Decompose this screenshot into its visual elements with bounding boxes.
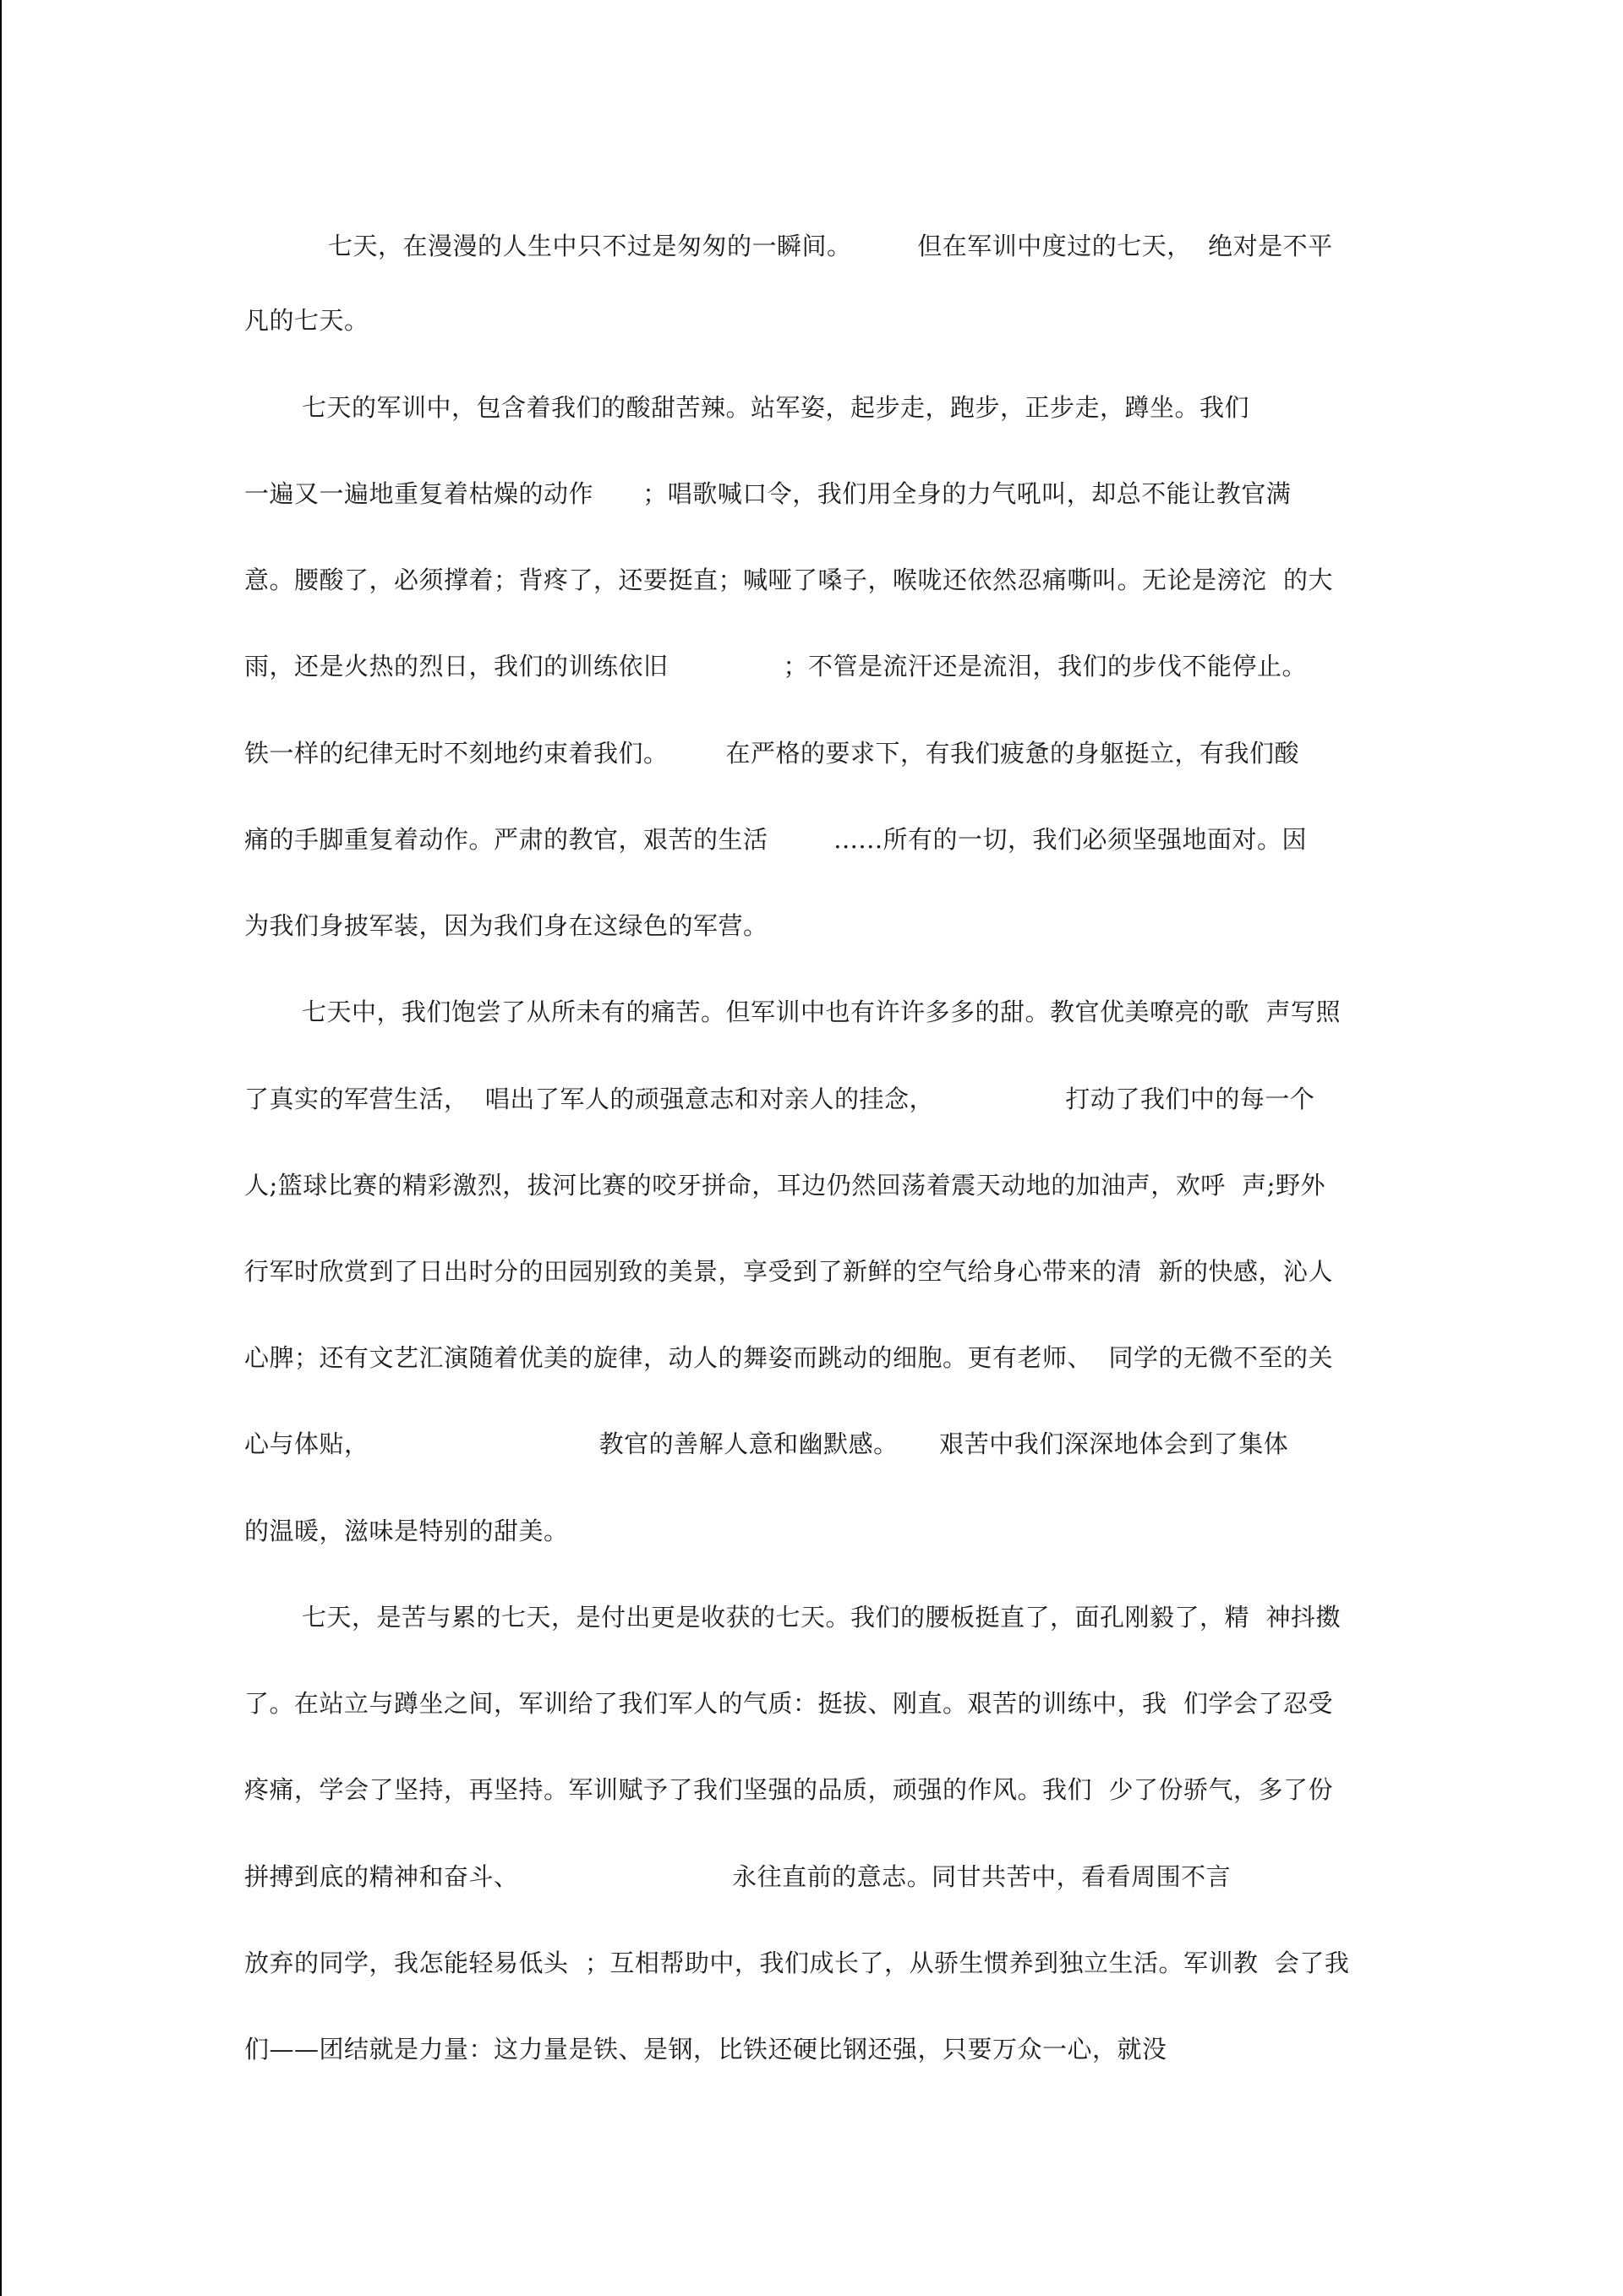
text-line: 七天的军训中，包含着我们的酸甜苦辣。站军姿，起步走，跑步，正步走，蹲坐。我们 — [302, 393, 1250, 422]
text-line: 七天，在漫漫的人生中只不过是匆匆的一瞬间。 但在军训中度过的七天， 绝对是不平 — [328, 232, 1333, 260]
text-line: 行军时欣赏到了日出时分的田园别致的美景，享受到了新鲜的空气给身心带来的清 新的快感，沁人 — [244, 1257, 1333, 1286]
text-line: 意。腰酸了，必须撑着；背疼了，还要挺直；喊哑了嗓子，喉咙还依然忍痛嘶叫。无论是滂沱 的大 — [244, 566, 1333, 594]
text-line: 了真实的军营生活， 唱出了军人的顽强意志和对亲人的挂念， 打动了我们中的每一个 — [244, 1085, 1315, 1113]
text-line: 们——团结就是力量：这力量是铁、是钢，比铁还硬比钢还强，只要万众一心，就没 — [244, 2035, 1167, 2064]
text-line: 一遍又一遍地重复着枯燥的动作 ；唱歌喊口令，我们用全身的力气吼叫，却总不能让教官满 — [244, 479, 1292, 508]
text-line: 拼搏到底的精神和奋斗、 永往直前的意志。同甘共苦中，看看周围不言 — [244, 1862, 1232, 1891]
text-line: 七天中，我们饱尝了从所未有的痛苦。但军训中也有许许多多的甜。教官优美嘹亮的歌 声写照 — [302, 998, 1341, 1026]
text-line: 放弃的同学，我怎能轻易低头 ；互相帮助中，我们成长了，从骄生惯养到独立生活。军训教 会了我 — [244, 1949, 1350, 1977]
text-line: 心与体贴， 教官的善解人意和幽默感。 艰苦中我们深深地体会到了集体 — [244, 1430, 1289, 1458]
text-line: 铁一样的纪律无时不刻地约束着我们。 在严格的要求下，有我们疲惫的身躯挺立，有我们酸 — [244, 739, 1300, 768]
text-line: 疼痛，学会了坚持，再坚持。军训赋予了我们坚强的品质，顽强的作风。我们 少了份骄气，多了份 — [244, 1775, 1333, 1804]
text-line: 为我们身披军装，因为我们身在这绿色的军营。 — [244, 911, 768, 940]
text-line: 人;篮球比赛的精彩激烈，拔河比赛的咬牙拼命，耳边仍然回荡着震天动地的加油声，欢呼 声;野外 — [244, 1171, 1325, 1200]
text-line: 了。在站立与蹲坐之间，军训给了我们军人的气质：挺拔、刚直。艰苦的训练中，我 们学会了忍受 — [244, 1689, 1333, 1718]
text-line: 七天，是苦与累的七天，是付出更是收获的七天。我们的腰板挺直了，面孔刚毅了，精 神抖擞 — [302, 1603, 1341, 1632]
text-line: 的温暖，滋味是特别的甜美。 — [244, 1517, 569, 1545]
text-line: 痛的手脚重复着动作。严肃的教官，艰苦的生活 ......所有的一切，我们必须坚强地面对。因 — [244, 825, 1308, 854]
text-line: 凡的七天。 — [244, 306, 369, 335]
text-line: 雨，还是火热的烈日，我们的训练依旧 ；不管是流汗还是流泪，我们的步伐不能停止。 — [244, 652, 1308, 681]
text-line: 心脾；还有文艺汇演随着优美的旋律，动人的舞姿而跳动的细胞。更有老师、 同学的无微不至的关 — [244, 1343, 1333, 1372]
